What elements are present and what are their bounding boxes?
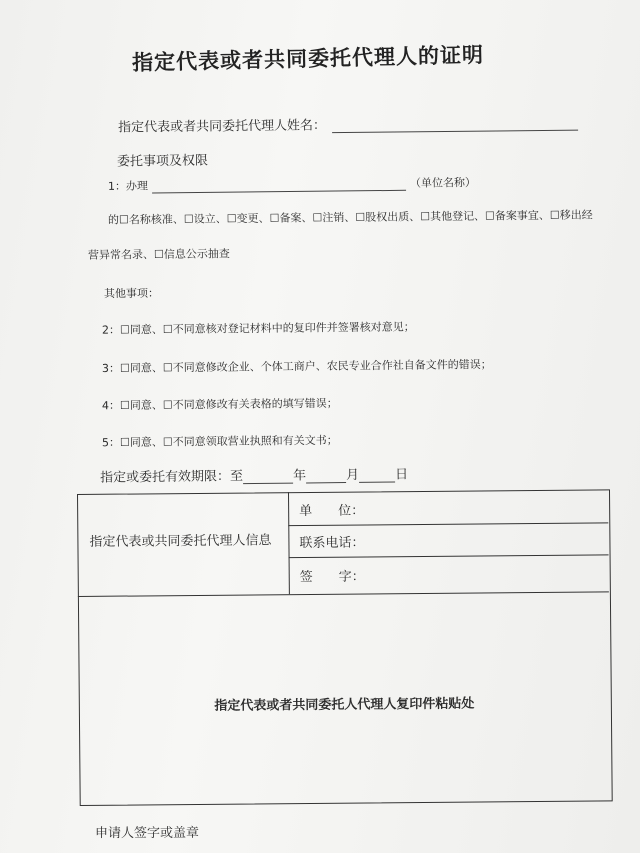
copy-paste-area-label: 指定代表或者共同委托人代理人复印件粘贴处 [214, 696, 475, 714]
applicant-signature-label: 申请人签字或盖章 [94, 825, 200, 842]
other-matters-label: 其他事项： [103, 286, 160, 301]
year-blank[interactable] [243, 471, 293, 485]
item4-text: 4：☐同意、☐不同意修改有关表格的填写错误； [101, 396, 338, 413]
phone-field[interactable]: 联系电话： [299, 535, 365, 552]
item5-text: 5：☐同意、☐不同意领取营业执照和有关文书； [101, 433, 338, 450]
agent-info-table [77, 489, 613, 806]
item1-suffix: （单位名称） [409, 176, 477, 190]
signature-field[interactable]: 签 字： [299, 569, 365, 586]
agent-info-label: 指定代表或共同委托代理人信息 [89, 533, 272, 550]
item1-row [108, 174, 476, 194]
year-label: 年 [292, 468, 307, 484]
agent-name-blank[interactable] [332, 118, 578, 134]
item1-prefix: 1：办理 [107, 179, 149, 193]
item2-text: 2：☐同意、☐不同意核对登记材料中的复印件并签署核对意见； [101, 320, 415, 337]
validity-label: 指定或委托有效期限：至 [99, 469, 244, 486]
unit-name-blank[interactable] [152, 179, 406, 194]
day-blank[interactable] [359, 470, 395, 483]
month-blank[interactable] [306, 470, 346, 483]
item3-text: 3：☐同意、☐不同意修改企业、个体工商户、农民专业合作社自备文件的错误； [101, 357, 492, 376]
agent-name-row [118, 112, 578, 136]
agent-name-label: 指定代表或者共同委托代理人姓名： [117, 118, 327, 136]
form-title: 指定代表或者共同委托代理人的证明 [131, 42, 485, 75]
item1-options: 的☐名称核准、☐设立、☐变更、☐备案、☐注销、☐股权出质、☐其他登记、☐备案事宜、☐移出经 [107, 208, 593, 227]
unit-field[interactable]: 单 位： [299, 503, 365, 520]
item1-options-cont: 营异常名录、☐信息公示抽查 [87, 247, 230, 262]
validity-row [100, 463, 408, 485]
month-label: 月 [345, 467, 360, 484]
day-label: 日 [394, 467, 409, 483]
scope-heading: 委托事项及权限 [116, 153, 209, 170]
